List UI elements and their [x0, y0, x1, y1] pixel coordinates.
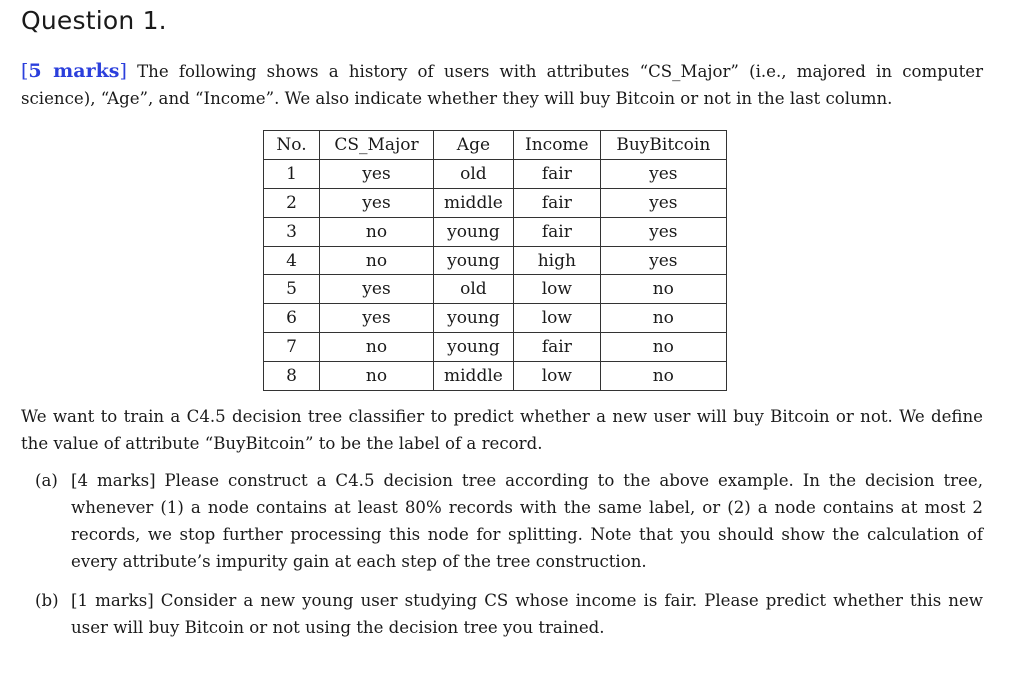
table-row — [264, 188, 727, 217]
cell-age: old — [434, 159, 514, 188]
intro-text: The following shows a history of users with attributes “CS_Major” (i.e., majored in computer science), “Age”, and “Income”. We also indicate whether they will buy Bitcoin or not in the last column. — [21, 62, 984, 108]
cell-buy-bitcoin: yes — [600, 217, 726, 246]
cell-income: fair — [513, 333, 600, 362]
part-b-text: [1 marks] Consider a new young user studying CS whose income is fair. Please predict whether this new user will buy Bitcoin or not using the decision tree you trained. — [71, 591, 983, 637]
header-no: No. — [264, 131, 320, 160]
cell-age: young — [434, 217, 514, 246]
task-paragraph: We want to train a C4.5 decision tree classifier to predict whether a new user will buy Bitcoin or not. We define the value of attribute “BuyBitcoin” to be the label of a record. — [21, 407, 983, 453]
marks-badge: [5 marks] — [21, 60, 127, 82]
data-table — [263, 130, 727, 391]
table-row — [264, 304, 727, 333]
cell-cs-major: no — [320, 217, 434, 246]
cell-no: 1 — [264, 159, 320, 188]
cell-no: 8 — [264, 362, 320, 391]
cell-age: young — [434, 333, 514, 362]
cell-cs-major: yes — [320, 304, 434, 333]
cell-cs-major: yes — [320, 275, 434, 304]
cell-no: 7 — [264, 333, 320, 362]
cell-cs-major: yes — [320, 159, 434, 188]
cell-income: high — [513, 246, 600, 275]
header-age: Age — [434, 131, 514, 160]
part-a-text: [4 marks] Please construct a C4.5 decision tree according to the above example. In the decision tree, whenever (1) a node contains at least 80% records with the same label, or (2) a node contains at most 2 records, we stop further processing this node for splitting. Note that you should show the calculation of every attribute’s impurity gain at each step of the tree construction. — [71, 471, 983, 571]
cell-age: old — [434, 275, 514, 304]
cell-cs-major: no — [320, 246, 434, 275]
cell-buy-bitcoin: no — [600, 275, 726, 304]
cell-cs-major: yes — [320, 188, 434, 217]
cell-age: middle — [434, 188, 514, 217]
cell-no: 2 — [264, 188, 320, 217]
header-income: Income — [513, 131, 600, 160]
cell-income: low — [513, 362, 600, 391]
cell-income: low — [513, 304, 600, 333]
cell-buy-bitcoin: yes — [600, 246, 726, 275]
header-cs-major: CS_Major — [320, 131, 434, 160]
cell-age: middle — [434, 362, 514, 391]
cell-no: 4 — [264, 246, 320, 275]
cell-income: low — [513, 275, 600, 304]
cell-age: young — [434, 304, 514, 333]
table-row — [264, 246, 727, 275]
cell-buy-bitcoin: no — [600, 362, 726, 391]
question-title: Question 1. — [21, 6, 167, 35]
table-row — [264, 275, 727, 304]
table-row — [264, 333, 727, 362]
cell-income: fair — [513, 188, 600, 217]
cell-no: 6 — [264, 304, 320, 333]
table-row — [264, 159, 727, 188]
cell-buy-bitcoin: yes — [600, 159, 726, 188]
header-buy-bitcoin: BuyBitcoin — [600, 131, 726, 160]
cell-no: 5 — [264, 275, 320, 304]
part-b-label: (b) — [35, 591, 59, 610]
part-b — [35, 587, 983, 641]
cell-cs-major: no — [320, 333, 434, 362]
table-header-row — [264, 131, 727, 160]
table-row — [264, 362, 727, 391]
cell-income: fair — [513, 217, 600, 246]
table-row — [264, 217, 727, 246]
intro-paragraph — [21, 58, 983, 112]
part-a-label: (a) — [35, 471, 58, 490]
cell-age: young — [434, 246, 514, 275]
cell-buy-bitcoin: no — [600, 304, 726, 333]
cell-no: 3 — [264, 217, 320, 246]
cell-buy-bitcoin: no — [600, 333, 726, 362]
part-a — [35, 467, 983, 575]
cell-income: fair — [513, 159, 600, 188]
cell-cs-major: no — [320, 362, 434, 391]
cell-buy-bitcoin: yes — [600, 188, 726, 217]
